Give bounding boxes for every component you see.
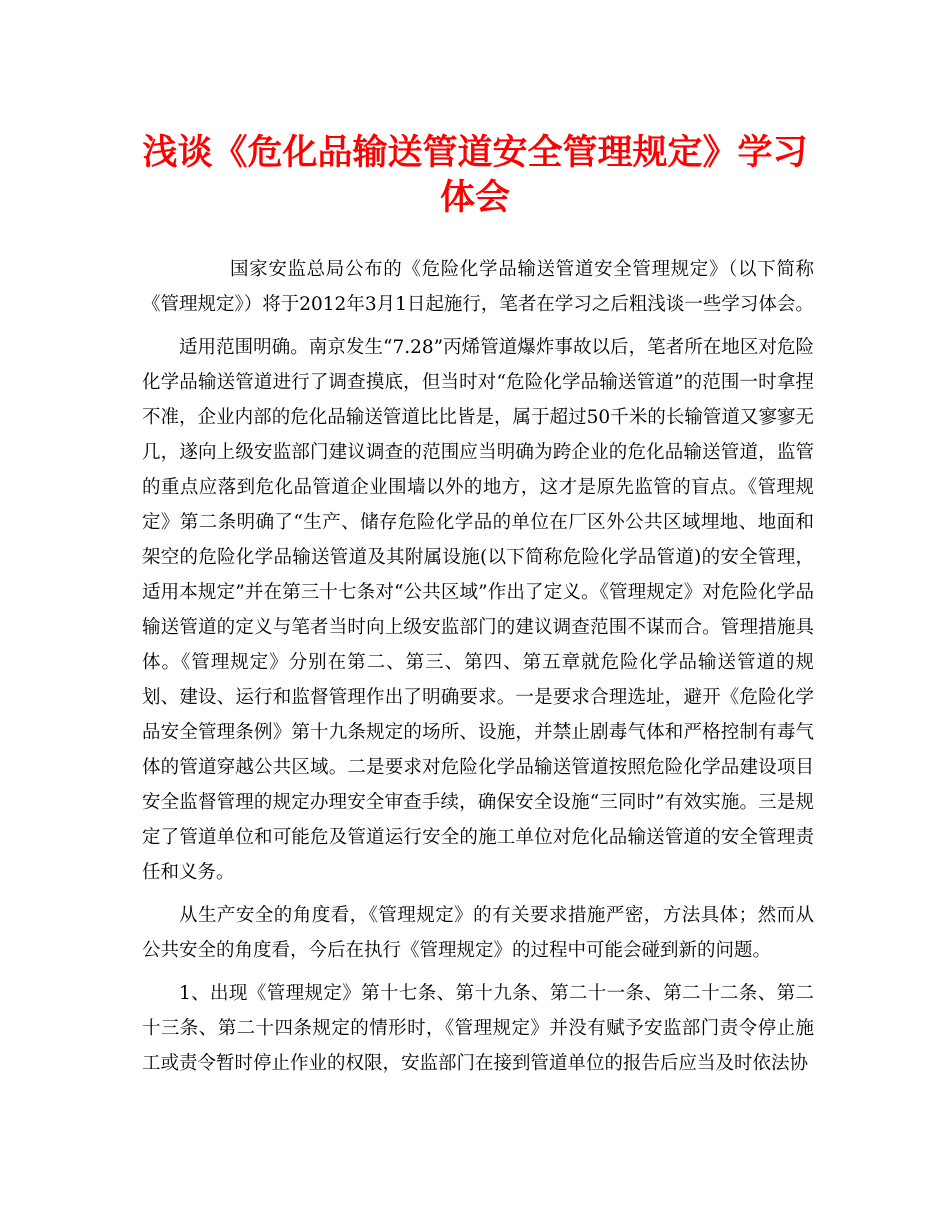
document-title-line-1: 浅谈《危化品输送管道安全管理规定》学习 xyxy=(142,132,808,173)
paragraph-intro: 国家安监总局公布的《危险化学品输送管道安全管理规定》（以下简称《管理规定》）将于2012年3月1日起施行，笔者在学习之后粗浅谈一些学习体会。 xyxy=(142,259,814,315)
paragraph-perspective: 从生产安全的角度看，《管理规定》的有关要求措施严密，方法具体；然而从公共安全的角度看，今后在执行《管理规定》的过程中可能会碰到新的问题。 xyxy=(142,905,814,961)
document-title-line-2: 体会 xyxy=(439,177,510,218)
paragraph-scope: 适用范围明确。南京发生“7.28”丙烯管道爆炸事故以后，笔者所在地区对危险化学品输送管道进行了调查摸底，但当时对“危险化学品输送管道”的范围一时拿捏不准，企业内部的危化品输送管道比比皆是，属于超过50千米的长输管道又寥寥无几，遂向上级安监部门建议调查的范围应当明确为跨企业的危化品输送管道，监管的重点应落到危化品管道企业围墙以外的地方，这才是原先监管的盲点。《管理规定》第二条明确了“生产、储存危险化学品的单位在厂区外公共区域埋地、地面和架空的危险化学品输送管道及其附属设施(以下简称危险化学品管道)的安全管理，适用本规定”并在第三十七条对“公共区域”作出了定义。《管理规定》对危险化学品输送管道的定义与笔者当时向上级安监部门的建议调查范围不谋而合。管理措施具体。《管理规定》分别在第二、第三、第四、第五章就危险化学品输送管道的规划、建设、运行和监督管理作出了明确要求。一是要求合理选址，避开《危险化学品安全管理条例》第十九条规定的场所、设施，并禁止剧毒气体和严格控制有毒气体的管道穿越公共区域。二是要求对危险化学品输送管道按照危险化学品建设项目安全监督管理的规定办理安全审查手续，确保安全设施“三同时”有效实施。三是规定了管道单位和可能危及管道运行安全的施工单位对危化品输送管道的安全管理责任和义务。 xyxy=(142,337,814,883)
document-body xyxy=(142,252,814,1089)
paragraph-point-1: 1、出现《管理规定》第十七条、第十九条、第二十一条、第二十二条、第二十三条、第二十四条规定的情形时，《管理规定》并没有赋予安监部门责令停止施工或责令暂时停止作业的权限，安监部门在接到管道单位的报告后应当及时依法协 xyxy=(142,983,814,1074)
